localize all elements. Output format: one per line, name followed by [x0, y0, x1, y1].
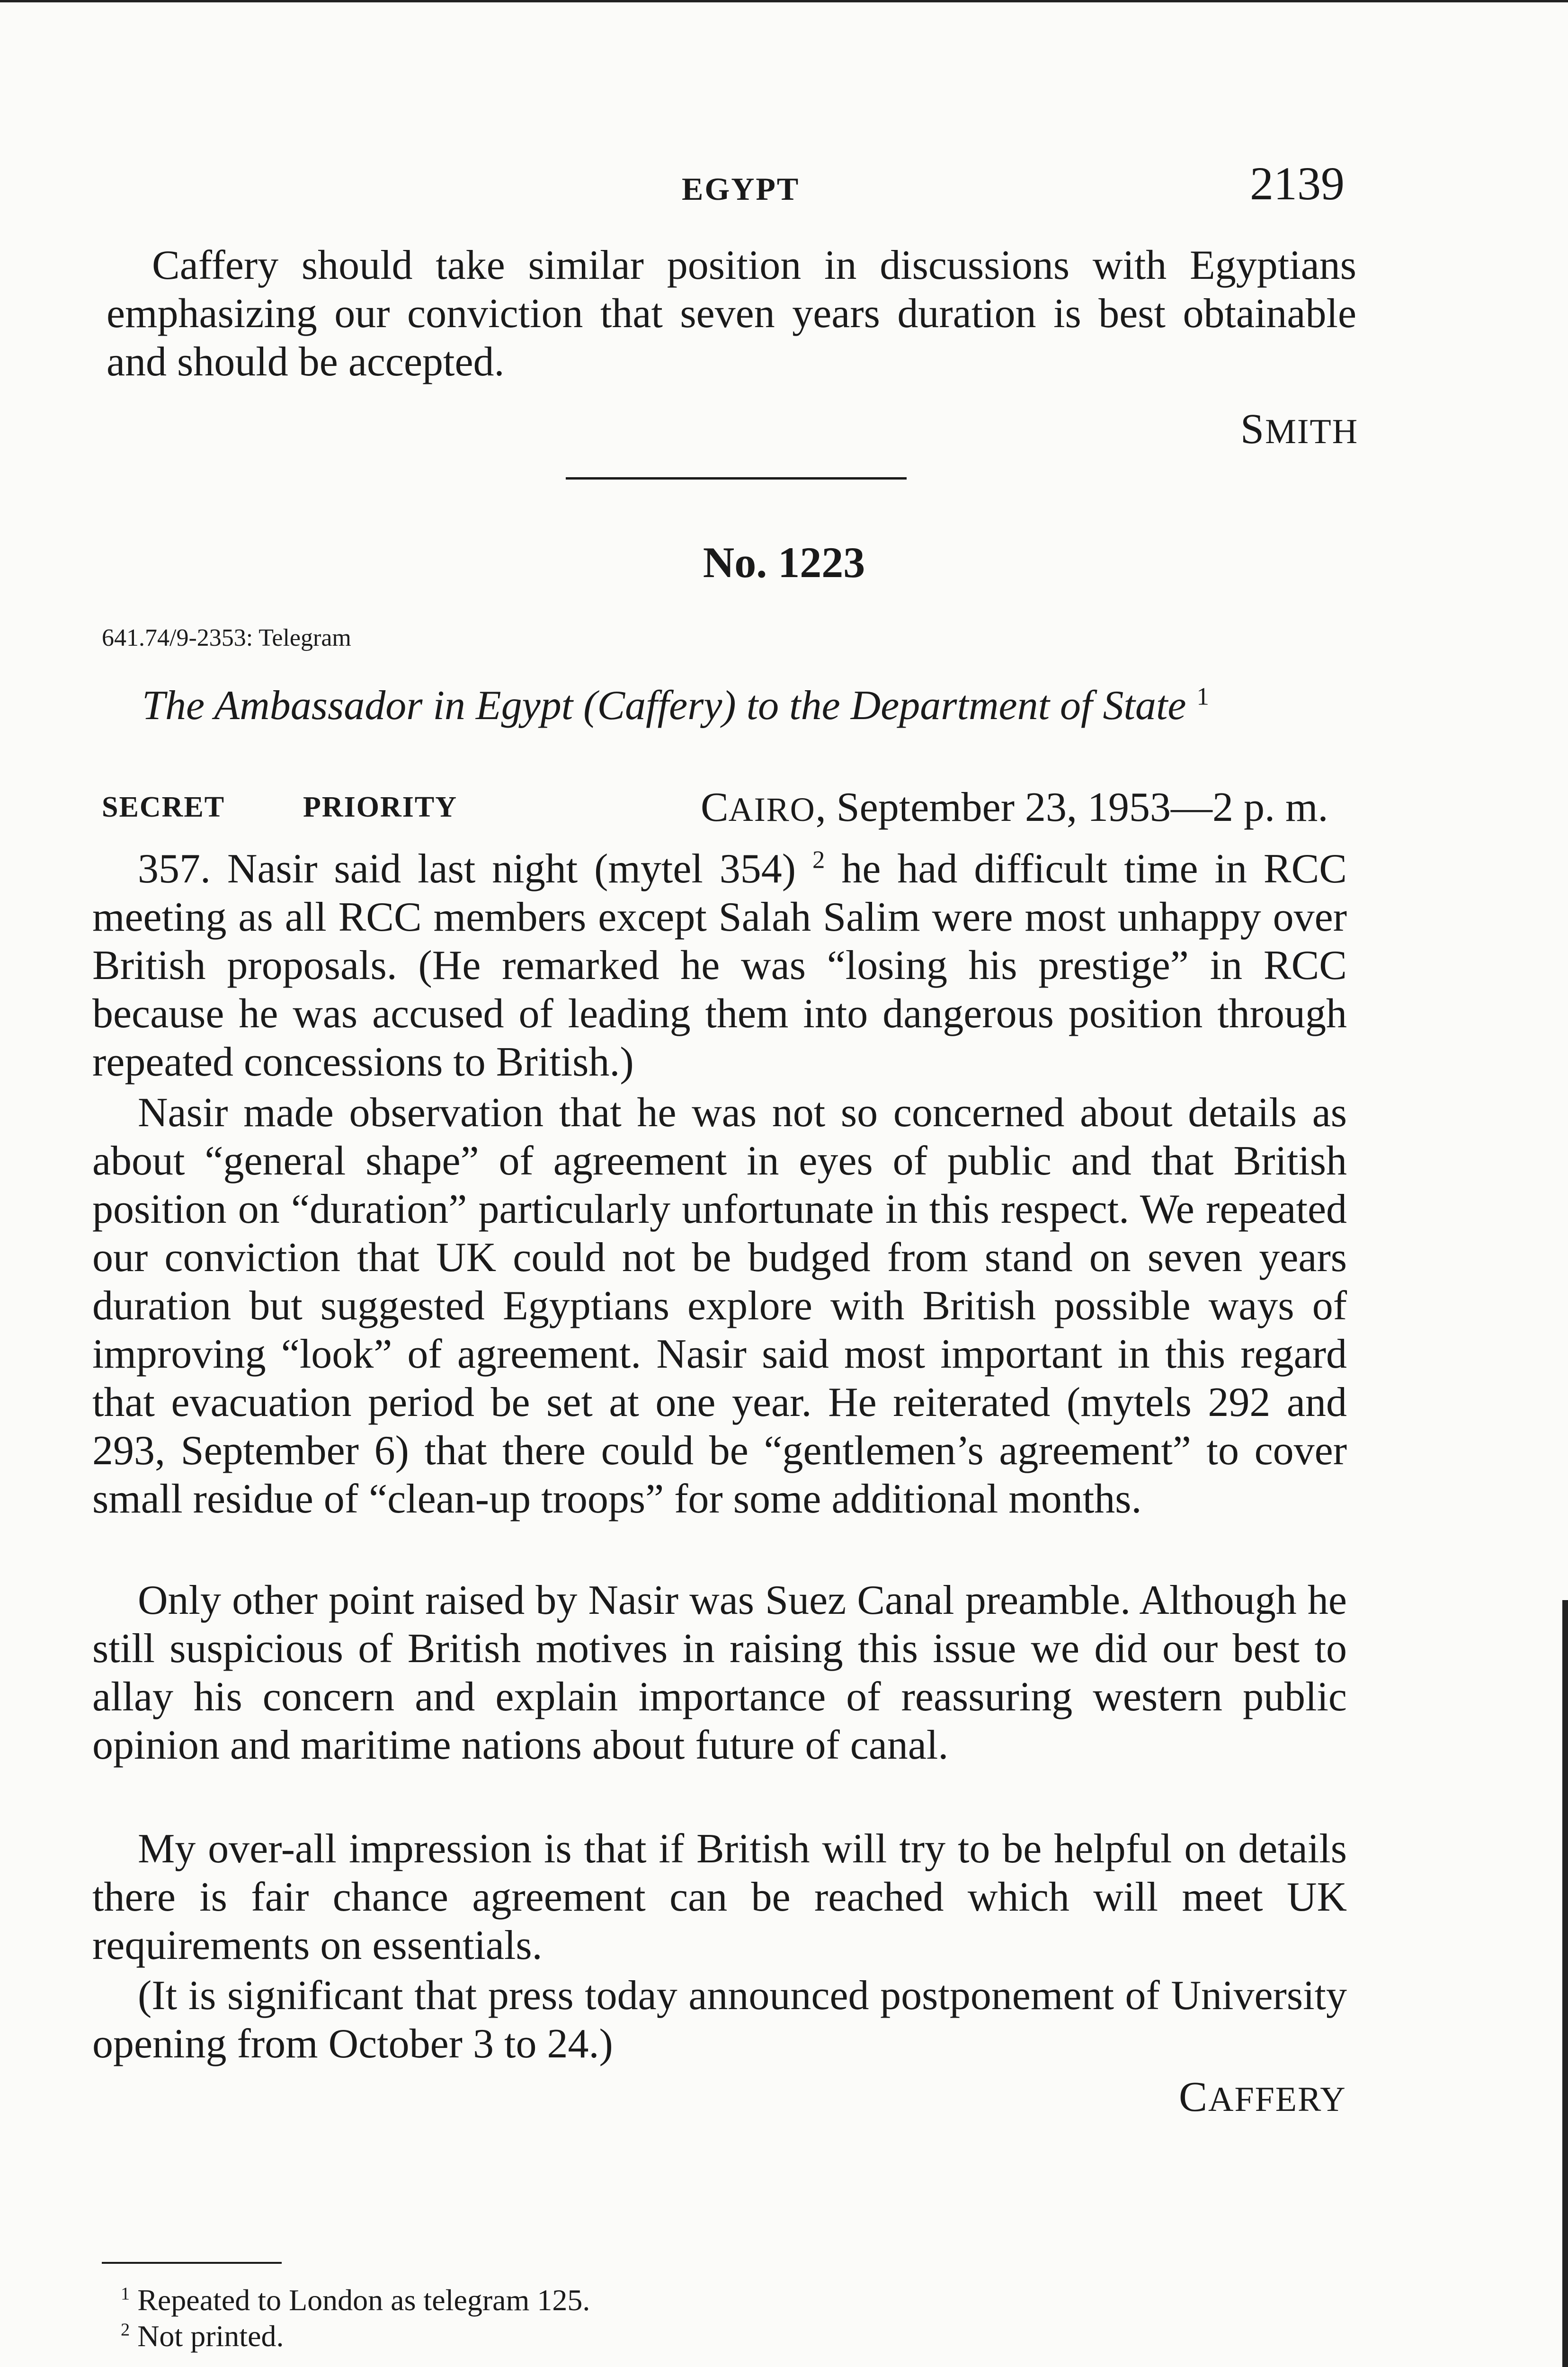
document-title	[142, 682, 1209, 730]
dateline	[701, 783, 1328, 831]
body-paragraph-5: (It is significant that press today announced postponement of University opening from October 3 to 24.)	[92, 1973, 1347, 2067]
signature-rest: AFFERY	[1208, 2080, 1346, 2119]
signature-initial: C	[1179, 2073, 1209, 2120]
footnote-ref-2: 2	[812, 846, 825, 874]
dateline-place-initial: C	[701, 784, 729, 830]
page-number: 2139	[1250, 157, 1345, 210]
footnote-2	[121, 2319, 284, 2354]
dateline-place-rest: AIRO	[728, 791, 816, 828]
document-number: No. 1223	[703, 538, 865, 587]
document-title-text: The Ambassador in Egypt (Caffery) to the Department of State	[142, 683, 1186, 729]
file-reference: 641.74/9-2353: Telegram	[102, 624, 351, 651]
body-paragraph-3: Only other point raised by Nasir was Suez Canal preamble. Although he still suspicious of British motives in raising this issue we did our best to allay his concern and explain importance of reassuring western public opinion and maritime nations about future of canal.	[92, 1577, 1347, 1768]
footnote-2-mark: 2	[121, 2320, 130, 2340]
footnote-1-text: Repeated to London as telegram 125.	[137, 2283, 590, 2317]
right-edge-shadow	[1562, 1600, 1568, 2367]
footnote-1	[121, 2283, 590, 2318]
footnote-rule	[102, 2262, 282, 2264]
body-paragraph-4: My over-all impression is that if British will try to be helpful on details there is fair chance agreement can be reached which will meet UK requirements on essentials.	[92, 1826, 1347, 1968]
section-divider	[566, 477, 907, 480]
dateline-date: , September 23, 1953—2 p. m.	[815, 784, 1328, 830]
paragraph-1-start: 357. Nasir said last night (mytel 354)	[138, 846, 796, 892]
footnote-ref-1: 1	[1196, 683, 1209, 711]
signature-initial: S	[1240, 406, 1265, 453]
footnote-1-mark: 1	[121, 2284, 130, 2304]
body-paragraph-1	[92, 845, 1347, 1086]
signature-smith	[1240, 405, 1358, 454]
footnote-2-text: Not printed.	[137, 2319, 284, 2353]
running-head: EGYPT	[682, 171, 800, 207]
signature-caffery	[1179, 2073, 1346, 2121]
top-edge-line	[0, 0, 1568, 2]
signature-rest: MITH	[1265, 412, 1359, 451]
classification: SECRET	[102, 791, 225, 823]
precedence: PRIORITY	[303, 791, 458, 823]
intro-paragraph: Caffery should take similar position in discussions with Egyptians emphasizing our conviction that seven years duration is best obtainable and should be accepted.	[107, 242, 1356, 385]
paragraph-1-end: he had difficult time in RCC meeting as all RCC members except Salah Salim were most unhappy over British proposals. (He remarked he was “losing his prestige” in RCC because he was accused of leading them into dangerous position through repeated concessions to British.)	[92, 846, 1347, 1085]
body-paragraph-2: Nasir made observation that he was not so concerned about details as about “general shape” of agreement in eyes of public and that British position on “duration” particularly unfortunate in this respect. We repeated our conviction that UK could not be budged from stand on seven years duration but suggested Egyptians explore with British possible ways of improving “look” of agreement. Nasir said most important in this regard that evacuation period be set at one year. He reiterated (mytels 292 and 293, September 6) that there could be “gentlemen’s agreement” to cover small residue of “clean-up troops” for some additional months.	[92, 1090, 1347, 1522]
